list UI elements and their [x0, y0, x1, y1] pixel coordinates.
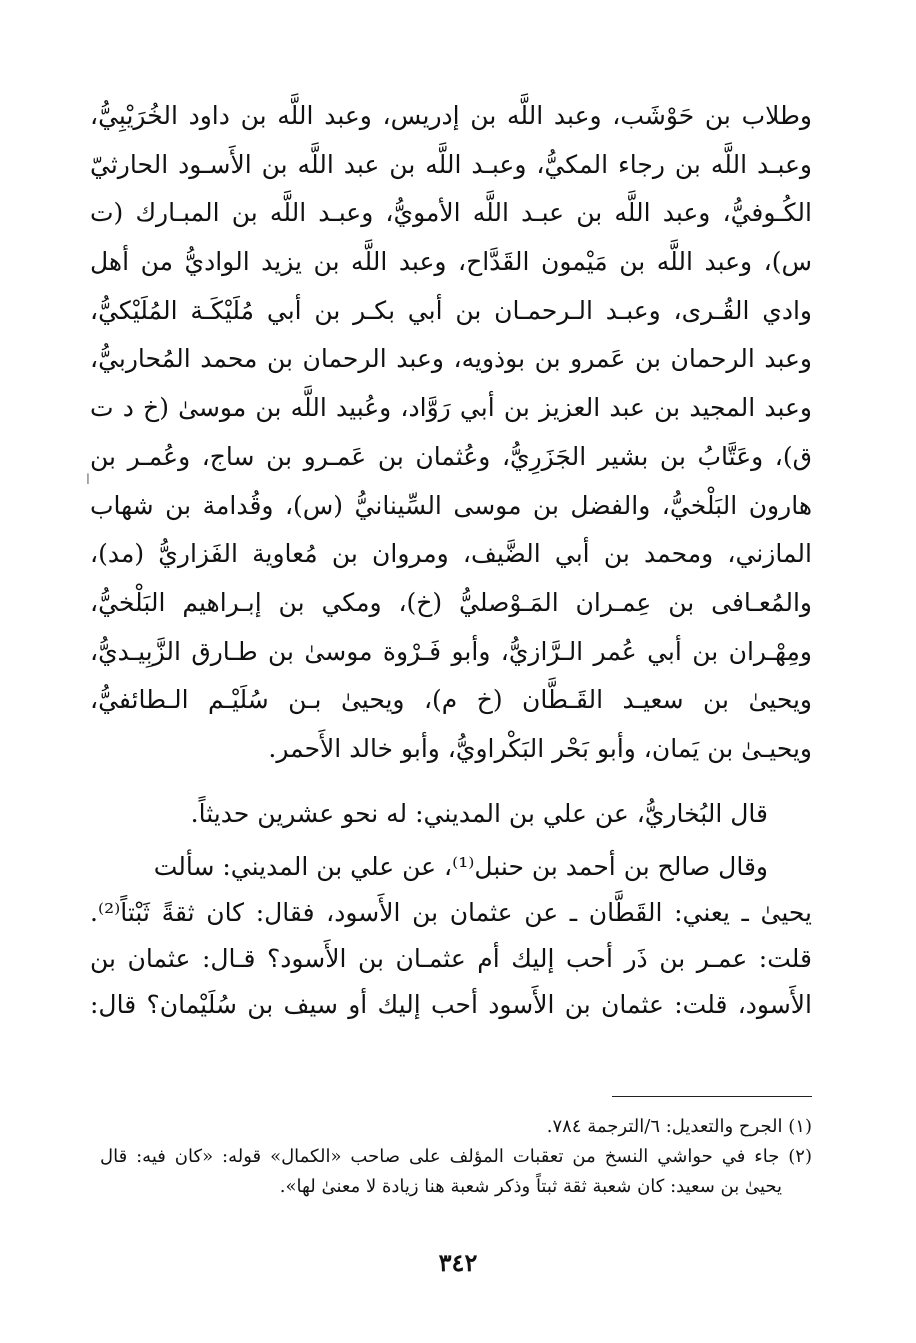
margin-mark: ا — [86, 472, 90, 488]
report-line-3: قلت: عمـر بن ذَر أحب إليك أم عثمـان بن الأَسود؟ قـال: عثمان بن — [90, 944, 812, 973]
text-line-14: ويحيـىٰ بن يَمان، وأبو بَحْر البَكْراويُّ، وأبو خالد الأَحمر. — [268, 733, 812, 763]
narrators-paragraph — [90, 92, 812, 774]
footnote-2-line-2: يحيىٰ بن سعيد: كان شعبة ثقة ثبتاً وذكر شعبة هنا زيادة لا معنىٰ لها». — [279, 1176, 782, 1197]
footnotes — [100, 1112, 812, 1202]
text-line-1: وطلاب بن حَوْشَب، وعبد اللَّه بن إدريس، وعبد اللَّه بن داود الخُرَيْبِيُّ، — [90, 101, 812, 130]
text-line-10: المازني، ومحمد بن أبي الضَّيف، ومروان بن مُعاوية الفَزاريُّ (مد)، — [90, 539, 812, 569]
text-line-3: الكُـوفيُّ، وعبد اللَّه بن عبـد اللَّه الأمويُّ، وعبـد اللَّه بن المبـارك (ت — [90, 198, 812, 228]
bukhari-quote-paragraph — [90, 790, 812, 839]
text-line-13: ويحيىٰ بن سعيـد القَـطَّان (خ م)، ويحيىٰ بـن سُلَيْـم الـطائفيُّ، — [90, 685, 812, 715]
text-line-7: وعبد المجيد بن عبد العزيز بن أبي رَوَّاد، وعُبيد اللَّه بن موسىٰ (خ د ت — [90, 393, 812, 423]
page-number: ٣٤٢ — [438, 1248, 478, 1277]
text-line-5: وادي القُـرى، وعبـد الـرحمـان بن أبي بكـر بن أبي مُلَيْكَـة المُلَيْكيُّ، — [90, 295, 812, 325]
footnote-2-line-1: (٢) جاء في حواشي النسخ من تعقبات المؤلف على صاحب «الكمال» قوله: «كان فيه: قال — [100, 1146, 812, 1167]
report-line-1: وقال صالح بن أحمد بن حنبل⁽¹⁾، عن علي بن المديني: سألت — [153, 852, 768, 881]
text-line-6: وعبد الرحمان بن عَمرو بن بوذويه، وعبد الرحمان بن محمد المُحاربيُّ، — [90, 344, 812, 374]
text-line-2: وعبـد اللَّه بن رجاء المكيُّ، وعبـد اللَّه بن عبد اللَّه بن الأَسـود الحارثيّ — [90, 149, 812, 179]
salih-report-paragraph — [90, 844, 812, 1028]
text-line-12: ومِهْـران بن أبي عُمر الـرَّازيُّ، وأبو فَـرْوة موسىٰ بن طـارق الزَّبِيـديُّ، — [90, 636, 812, 666]
text-line-8: ق)، وعَتَّابُ بن بشير الجَزَرِيُّ، وعُثمان بن عَمـرو بن ساج، وعُمـر بن — [90, 441, 812, 471]
text-line-4: س)، وعبد اللَّه بن مَيْمون القَدَّاح، وعبد اللَّه بن يزيد الواديُّ من أهل — [90, 247, 812, 277]
text-line-9: هارون البَلْخيُّ، والفضل بن موسى السِّينانيُّ (س)، وقُدامة بن شهاب — [90, 490, 812, 520]
text-line-11: والمُعـافى بن عِمـران المَـوْصليُّ (خ)، ومكي بن إبـراهيم البَلْخيُّ، — [90, 587, 812, 617]
footnote-1: (١) الجرح والتعديل: ٦/الترجمة ٧٨٤. — [546, 1116, 812, 1137]
quote-line: قال البُخاريُّ، عن علي بن المديني: له نحو عشرين حديثاً. — [190, 799, 768, 828]
report-line-2: يحيىٰ ـ يعني: القَطَّان ـ عن عثمان بن الأَسود، فقال: كان ثقةً ثَبْتاً⁽²⁾. — [90, 898, 812, 927]
report-line-4: الأَسود، قلت: عثمان بن الأَسود أحب إليك أو سيف بن سُلَيْمان؟ قال: — [90, 990, 812, 1019]
footnote-separator — [612, 1096, 812, 1097]
